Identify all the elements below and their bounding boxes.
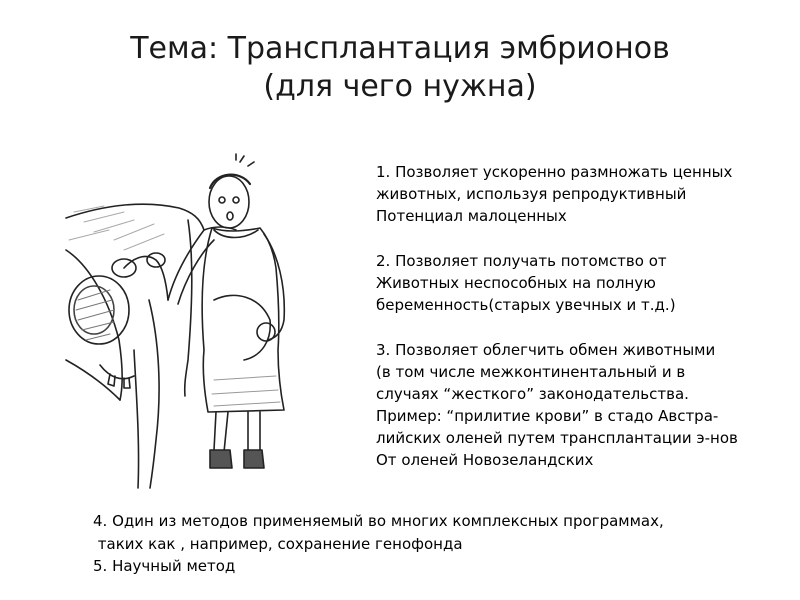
- point-2-line-2: Животных неспособных на полную: [376, 273, 656, 292]
- additional-points: [93, 510, 793, 578]
- point-1-line-2: животных, используя репродуктивный: [376, 185, 687, 204]
- point-1-line-3: Потенциал малоценных: [376, 207, 567, 226]
- vet-eye: [219, 197, 225, 203]
- vet-right-shoe: [244, 450, 264, 468]
- vet-apron-hatching: [212, 376, 280, 406]
- vet-left-shoe: [210, 450, 232, 468]
- vet-fist: [257, 323, 275, 341]
- slide-title: [0, 30, 800, 106]
- point-2-line-1: 2. Позволяет получать потомство от: [376, 251, 667, 270]
- cow-tail: [185, 220, 192, 396]
- point-4-line-1: 4. Один из методов применяемый во многих комплексных программах,: [93, 512, 664, 530]
- cow-back-line: [66, 204, 204, 230]
- point-2-line-3: беременность(старых увечных и т.д.): [376, 296, 676, 315]
- point-1-line-1: 1. Позволяет ускоренно размножать ценных: [376, 163, 733, 181]
- vet-right-leg: [248, 412, 260, 452]
- slide-title-line-1: Тема: Трансплантация эмбрионов: [130, 31, 670, 66]
- point-3-line-4: Пример: “прилитие крови” в стадо Австра-: [376, 407, 719, 426]
- oviduct: [124, 256, 168, 300]
- benefits-list: [376, 161, 796, 472]
- vet-shirt: [202, 228, 284, 412]
- vet-mouth: [227, 212, 233, 220]
- point-5: 5. Научный метод: [93, 557, 236, 575]
- uterus-hatching: [76, 290, 114, 340]
- vet-eye: [233, 197, 239, 203]
- point-3-line-1: 3. Позволяет облегчить обмен животными: [376, 340, 716, 359]
- cow-hind-leg-back: [134, 350, 139, 488]
- vet-right-arm: [264, 234, 284, 340]
- vet-arm-lower-edge: [178, 240, 214, 304]
- point-4-line-2: таких как , например, сохранение генофонда: [93, 534, 463, 553]
- point-3-line-6: От оленей Новозеландских: [376, 451, 594, 470]
- veterinarian-cow-illustration: [64, 150, 364, 490]
- point-3-line-2: (в том числе межконтинентальный и в: [376, 362, 686, 381]
- cow-udder: [100, 365, 134, 379]
- slide-title-line-2: (для чего нужна): [263, 69, 537, 104]
- point-3-line-5: лийских оленей путем трансплантации э-нов: [376, 429, 738, 448]
- vet-left-leg: [214, 412, 228, 452]
- vet-belly: [214, 295, 270, 360]
- cow-hind-leg: [149, 300, 159, 488]
- cow-belly: [66, 360, 120, 400]
- point-3-line-3: случаях “жесткого” законодательства.: [376, 384, 689, 403]
- surprise-marks: [236, 154, 254, 166]
- vet-arm-lower: [168, 230, 204, 300]
